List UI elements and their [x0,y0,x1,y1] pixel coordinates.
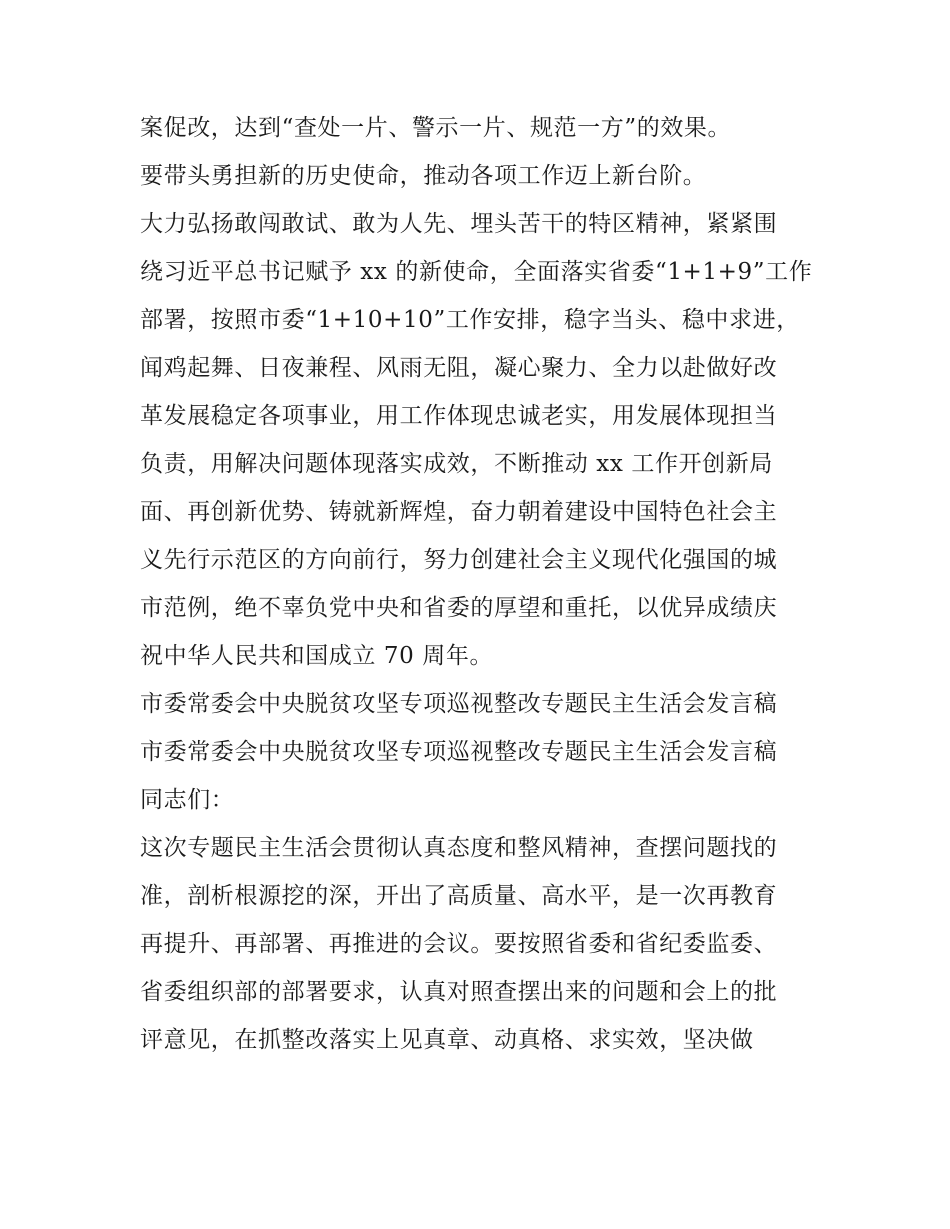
text-line: 准，剖析根源挖的深，开出了高质量、高水平，是一次再教育 [140,883,778,909]
text-line: 绕习近平总书记赋予 xx 的新使命，全面落实省委“1+1+9”工作 [140,259,813,285]
text-line: 市范例，绝不辜负党中央和省委的厚望和重托，以优异成绩庆 [140,595,778,621]
document-heading: 市委常委会中央脱贫攻坚专项巡视整改专题民主生活会发言稿 [140,691,778,717]
text-line: 大力弘扬敢闯敢试、敢为人先、埋头苦干的特区精神，紧紧围 [140,211,778,237]
text-line: 闻鸡起舞、日夜兼程、风雨无阻，凝心聚力、全力以赴做好改 [140,355,778,381]
text-line: 部署，按照市委“1+10+10”工作安排，稳字当头、稳中求进， [140,307,800,333]
text-line: 义先行示范区的方向前行，努力创建社会主义现代化强国的城 [140,547,778,573]
text-line: 案促改，达到“查处一片、警示一片、规范一方”的效果。 [140,115,732,141]
text-line: 祝中华人民共和国成立 70 周年。 [140,643,494,669]
document-heading: 市委常委会中央脱贫攻坚专项巡视整改专题民主生活会发言稿 [140,739,778,765]
text-line: 面、再创新优势、铸就新辉煌，奋力朝着建设中国特色社会主 [140,499,778,525]
text-line: 再提升、再部署、再推进的会议。要按照省委和省纪委监委、 [140,931,778,957]
text-line: 负责，用解决问题体现落实成效，不断推动 xx 工作开创新局 [140,451,773,477]
text-line: 省委组织部的部署要求，认真对照查摆出来的问题和会上的批 [140,979,778,1005]
text-line: 革发展稳定各项事业，用工作体现忠诚老实，用发展体现担当 [140,403,778,429]
document-body [140,104,820,1064]
text-line: 评意见，在抓整改落实上见真章、动真格、求实效，坚决做 [140,1027,754,1053]
text-line: 这次专题民主生活会贯彻认真态度和整风精神，查摆问题找的 [140,835,778,861]
text-line: 要带头勇担新的历史使命，推动各项工作迈上新台阶。 [140,163,707,189]
salutation: 同志们： [140,787,235,813]
